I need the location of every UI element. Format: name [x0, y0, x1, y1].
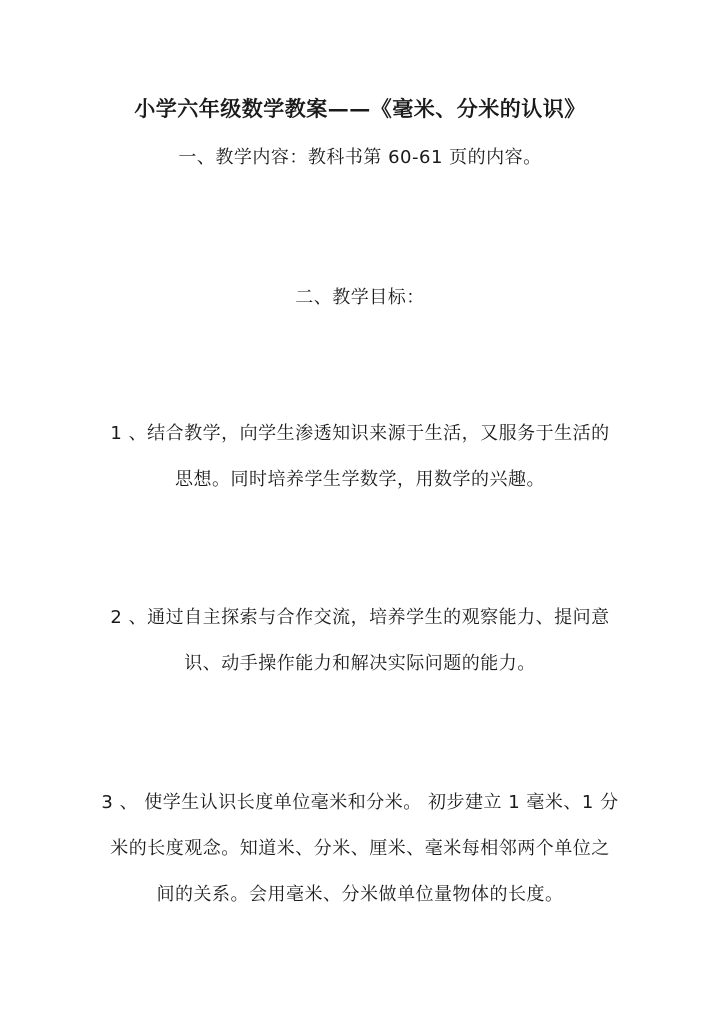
objective-2-line-2: 识、动手操作能力和解决实际问题的能力。 — [184, 653, 536, 674]
objective-3-line-3: 间的关系。会用毫米、分米做单位量物体的长度。 — [156, 884, 564, 905]
objective-1-line-1: 1 、结合教学，向学生渗透知识来源于生活，又服务于生活的 — [110, 423, 610, 444]
document-title: 小学六年级数学教案——《毫米、分米的认识》 — [134, 96, 586, 121]
objective-3-line-1: 3 、 使学生认识长度单位毫米和分米。 初步建立 1 毫米、1 分 — [101, 792, 619, 813]
objective-1-line-2: 思想。同时培养学生学数学，用数学的兴趣。 — [175, 469, 545, 490]
section-teaching-objectives-heading: 二、教学目标： — [295, 287, 425, 308]
objective-3-line-2: 米的长度观念。知道米、分米、厘米、毫米每相邻两个单位之 — [110, 838, 610, 859]
objective-2-line-1: 2 、通过自主探索与合作交流，培养学生的观察能力、提问意 — [110, 607, 610, 628]
section-teaching-content: 一、教学内容：教科书第 60-61 页的内容。 — [178, 147, 542, 168]
